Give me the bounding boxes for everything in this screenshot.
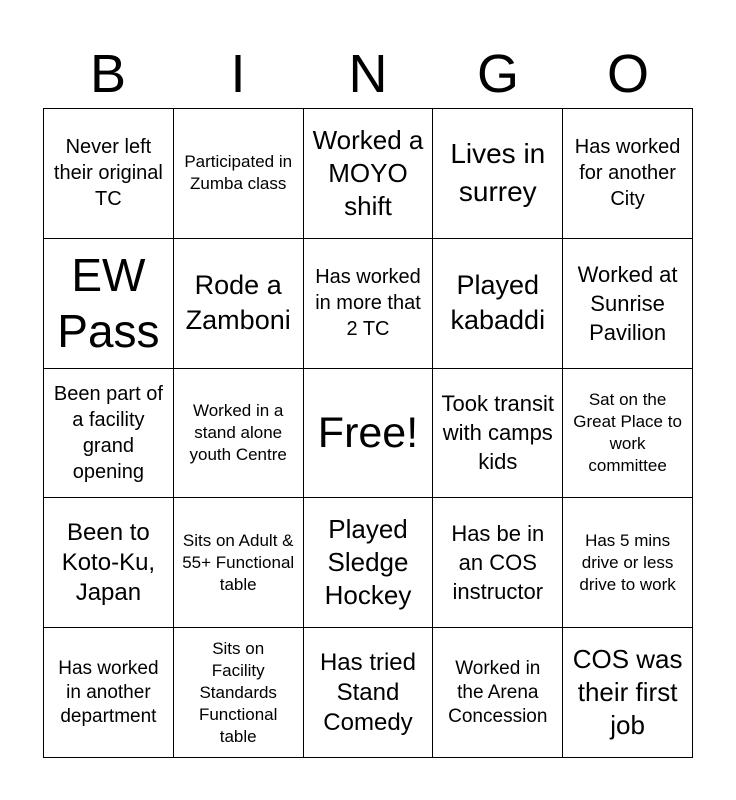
bingo-cell-text: Free!	[317, 408, 419, 457]
bingo-cell[interactable]	[433, 498, 563, 628]
bingo-cell-text: Been to Koto-Ku, Japan	[61, 518, 156, 606]
bingo-cell[interactable]	[44, 498, 174, 628]
bingo-cell[interactable]	[44, 109, 174, 239]
bingo-cell[interactable]	[563, 109, 693, 239]
bingo-cell[interactable]	[174, 369, 304, 499]
bingo-cell[interactable]	[563, 239, 693, 369]
bingo-cell[interactable]	[433, 369, 563, 499]
bingo-cell-text: Has tried Stand Comedy	[319, 648, 417, 736]
bingo-cell[interactable]	[44, 628, 174, 758]
bingo-cell-text: Took transit with camps kids	[441, 391, 555, 475]
bingo-cell[interactable]	[44, 369, 174, 499]
bingo-cell-text: Has worked in more that 2 TC	[315, 266, 421, 341]
bingo-cell-text: Has worked for another City	[574, 136, 681, 211]
bingo-cell-text: Sits on Adult & 55+ Functional table	[182, 530, 295, 594]
bingo-cell-text: Never left their original TC	[53, 136, 163, 211]
bingo-cell-text: Played Sledge Hockey	[324, 514, 412, 611]
bingo-cell-text: Lives in surrey	[450, 138, 546, 208]
bingo-cell-text: Has 5 mins drive or less drive to work	[579, 530, 676, 594]
bingo-cell-text: Been part of a facility grand opening	[53, 382, 163, 483]
bingo-cell-text: Worked in a stand alone youth Centre	[189, 400, 287, 464]
header-letter-n: N	[348, 44, 388, 104]
bingo-cell-text: Worked in the Arena Concession	[448, 657, 548, 727]
bingo-cell-text: Worked a MOYO shift	[312, 124, 424, 221]
bingo-cell[interactable]	[174, 628, 304, 758]
bingo-card-grid	[43, 108, 693, 758]
bingo-cell[interactable]	[563, 369, 693, 499]
bingo-cell-text: Has be in an COS instructor	[451, 521, 545, 605]
bingo-cell[interactable]	[304, 628, 434, 758]
bingo-cell[interactable]	[304, 239, 434, 369]
bingo-cell-text: Sat on the Great Place to work committee	[573, 389, 682, 475]
bingo-cell-text: COS was their first job	[572, 644, 683, 741]
bingo-cell-text: Has worked in another department	[58, 657, 159, 727]
bingo-cell-text: Played kabaddi	[450, 270, 546, 336]
bingo-cell[interactable]	[563, 628, 693, 758]
header-letter-g: G	[476, 44, 519, 104]
bingo-cell[interactable]	[433, 109, 563, 239]
bingo-cell[interactable]	[174, 109, 304, 239]
bingo-cell[interactable]	[563, 498, 693, 628]
bingo-header	[43, 40, 693, 108]
bingo-cell[interactable]	[433, 628, 563, 758]
bingo-cell[interactable]	[304, 369, 434, 499]
header-letter-i: I	[230, 44, 246, 104]
bingo-cell-text: Sits on Facility Standards Functional table	[198, 638, 278, 746]
header-letter-b: B	[89, 44, 127, 104]
bingo-cell[interactable]	[304, 109, 434, 239]
bingo-cell-text: EW Pass	[57, 249, 160, 358]
bingo-cell[interactable]	[174, 498, 304, 628]
bingo-cell-text: Worked at Sunrise Pavilion	[577, 261, 678, 345]
bingo-cell[interactable]	[433, 239, 563, 369]
bingo-cell-text: Participated in Zumba class	[184, 152, 293, 194]
bingo-cell[interactable]	[174, 239, 304, 369]
bingo-cell[interactable]	[304, 498, 434, 628]
bingo-cell[interactable]	[44, 239, 174, 369]
header-letter-o: O	[606, 44, 649, 104]
bingo-cell-text: Rode a Zamboni	[185, 270, 291, 336]
